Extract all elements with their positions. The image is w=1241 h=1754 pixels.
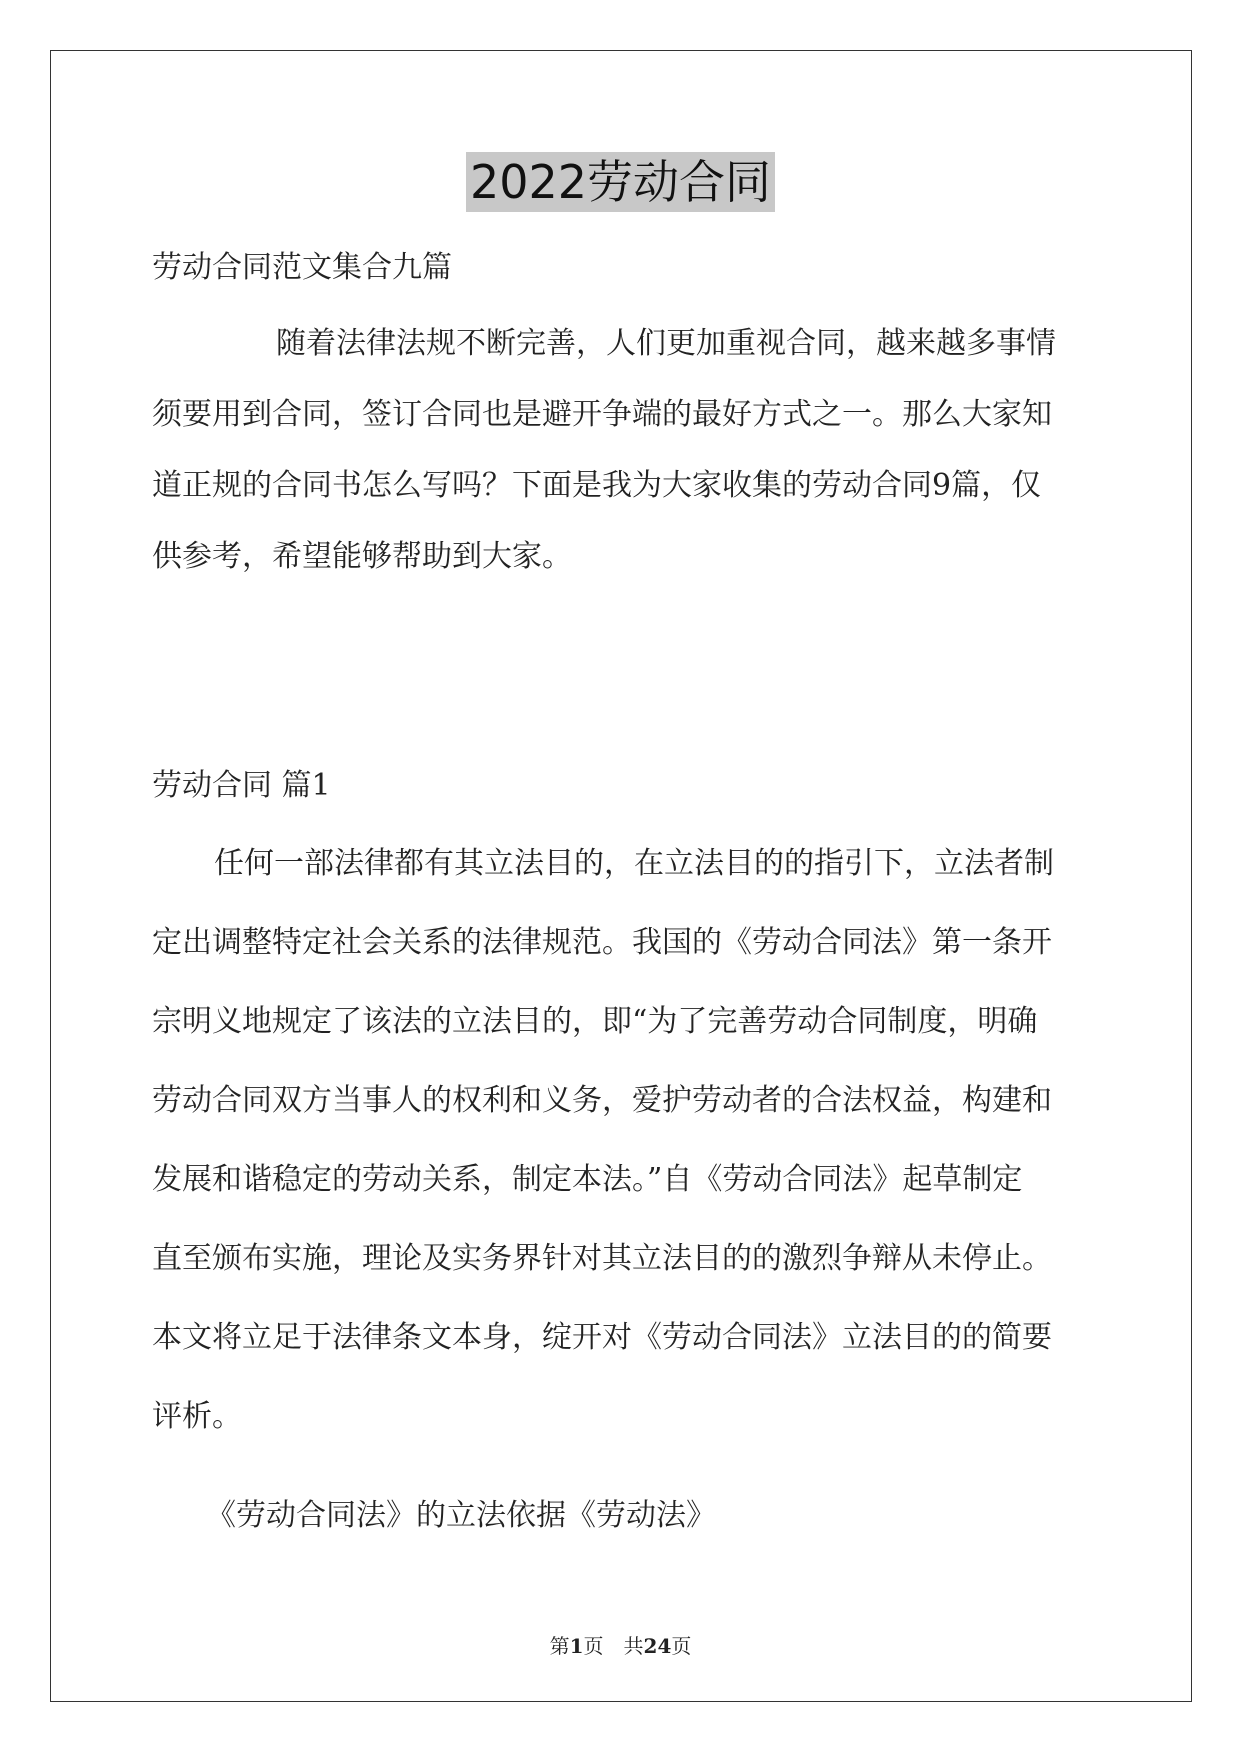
- body-line: 本文将立足于法律条文本身，绽开对《劳动合同法》立法目的的简要: [152, 1320, 1052, 1355]
- body-line: 直至颁布实施，理论及实务界针对其立法目的的激烈争辩从未停止。: [152, 1241, 1052, 1276]
- body-line: 定出调整特定社会关系的法律规范。我国的《劳动合同法》第一条开: [152, 925, 1052, 960]
- intro-line: 须要用到合同，签订合同也是避开争端的最好方式之一。那么大家知: [152, 397, 1052, 432]
- intro-line: 随着法律法规不断完善，人们更加重视合同，越来越多事情: [276, 326, 1056, 361]
- body-line: 评析。: [152, 1399, 242, 1434]
- total-prefix: 共: [623, 1634, 644, 1658]
- body-line: 《劳动合同法》的立法依据《劳动法》: [206, 1498, 716, 1533]
- intro-line: 供参考，希望能够帮助到大家。: [152, 539, 572, 574]
- intro-line: 道正规的合同书怎么写吗？下面是我为大家收集的劳动合同9篇，仅: [152, 468, 1042, 503]
- title-container: [0, 152, 1241, 212]
- body-line: 劳动合同双方当事人的权利和义务，爱护劳动者的合法权益，构建和: [152, 1083, 1052, 1118]
- total-pages: 24: [643, 1634, 672, 1658]
- total-suffix: 页: [671, 1634, 692, 1658]
- page-number: 1: [569, 1634, 584, 1658]
- body-line: 任何一部法律都有其立法目的，在立法目的的指引下，立法者制: [214, 846, 1054, 881]
- page-footer: [0, 1630, 1241, 1659]
- body-line: 发展和谐稳定的劳动关系，制定本法。”自《劳动合同法》起草制定: [152, 1162, 1023, 1197]
- page-prefix: 第: [549, 1634, 570, 1658]
- page-suffix: 页: [583, 1634, 604, 1658]
- subtitle: 劳动合同范文集合九篇: [152, 250, 452, 285]
- body-line: 宗明义地规定了该法的立法目的，即“为了完善劳动合同制度，明确: [152, 1004, 1038, 1039]
- document-title: 2022劳动合同: [466, 152, 775, 212]
- section-heading: 劳动合同 篇1: [152, 768, 331, 803]
